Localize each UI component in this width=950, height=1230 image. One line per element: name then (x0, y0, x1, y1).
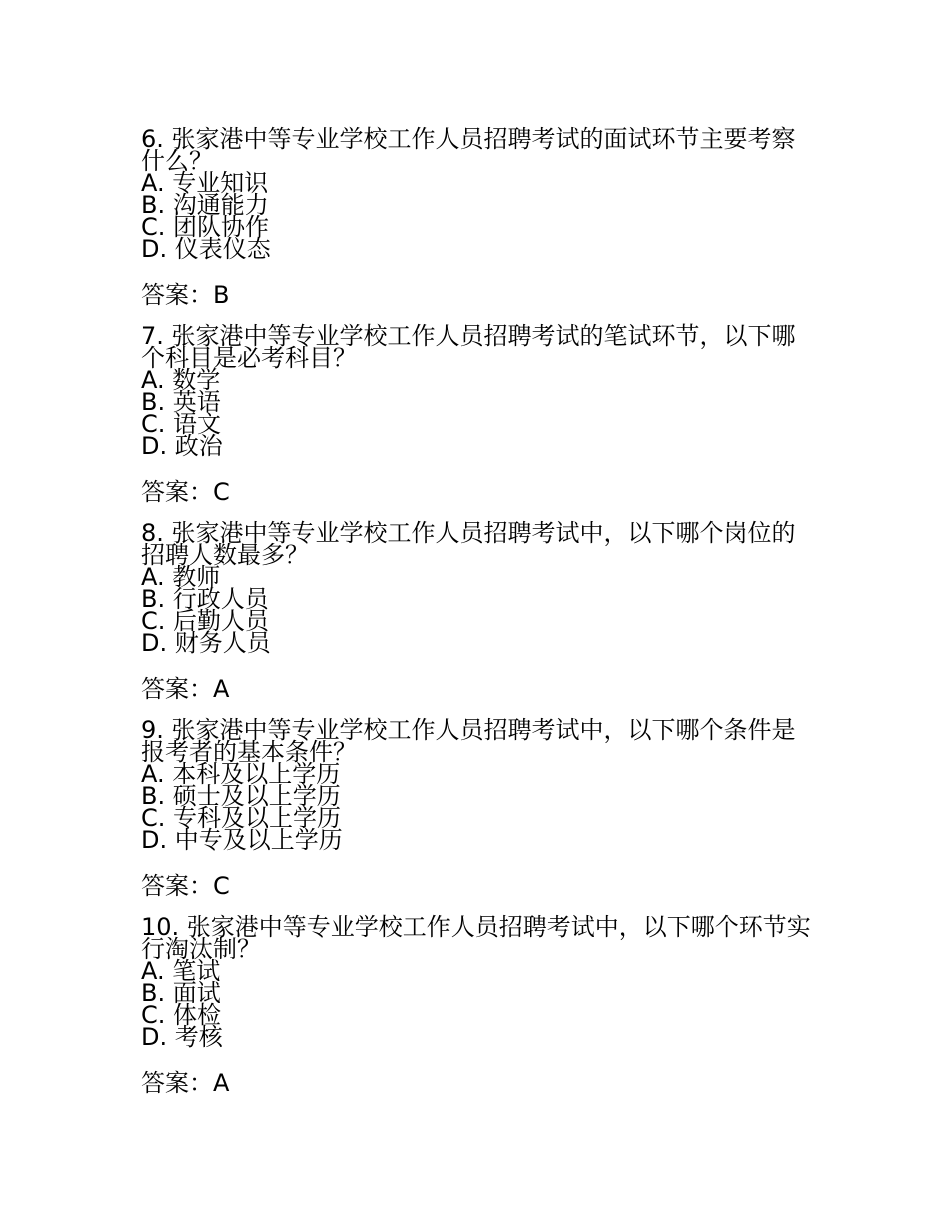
question-text: 9. 张家港中等专业学校工作人员招聘考试中，以下哪个条件是报考者的基本条件？ (141, 716, 796, 766)
answer-text: 答案：C (141, 872, 230, 900)
option-c: C. 团队协作 (141, 213, 270, 241)
question-text: 6. 张家港中等专业学校工作人员招聘考试的面试环节主要考察什么？ (141, 125, 796, 175)
option-b: B. 英语 (141, 388, 221, 416)
option-a: A. 笔试 (141, 957, 221, 985)
option-d: D. 中专及以上学历 (141, 826, 343, 854)
option-b: B. 沟通能力 (141, 191, 269, 219)
option-d: D. 仪表仪态 (141, 235, 271, 263)
option-b: B. 行政人员 (141, 585, 269, 613)
option-c: C. 语文 (141, 410, 222, 438)
question-10 (141, 913, 811, 1097)
question-7 (141, 322, 811, 506)
option-a: A. 数学 (141, 366, 221, 394)
option-b: B. 面试 (141, 979, 221, 1007)
option-a: A. 教师 (141, 563, 221, 591)
option-c: C. 体检 (141, 1001, 222, 1029)
answer-text: 答案：C (141, 478, 230, 506)
option-a: A. 专业知识 (141, 169, 269, 197)
question-text: 7. 张家港中等专业学校工作人员招聘考试的笔试环节，以下哪个科目是必考科目？ (141, 322, 796, 372)
option-c: C. 后勤人员 (141, 607, 270, 635)
option-d: D. 政治 (141, 432, 223, 460)
answer-text: 答案：B (141, 281, 230, 309)
option-d: D. 财务人员 (141, 629, 271, 657)
answer-text: 答案：A (141, 675, 230, 703)
question-text: 10. 张家港中等专业学校工作人员招聘考试中，以下哪个环节实行淘汰制？ (141, 913, 811, 963)
document-page (141, 125, 811, 1113)
question-9 (141, 716, 811, 900)
option-d: D. 考核 (141, 1023, 223, 1051)
option-c: C. 专科及以上学历 (141, 804, 342, 832)
question-text: 8. 张家港中等专业学校工作人员招聘考试中，以下哪个岗位的招聘人数最多？ (141, 519, 796, 569)
option-b: B. 硕士及以上学历 (141, 782, 341, 810)
answer-text: 答案：A (141, 1069, 230, 1097)
question-6 (141, 125, 811, 309)
question-8 (141, 519, 811, 703)
option-a: A. 本科及以上学历 (141, 760, 341, 788)
